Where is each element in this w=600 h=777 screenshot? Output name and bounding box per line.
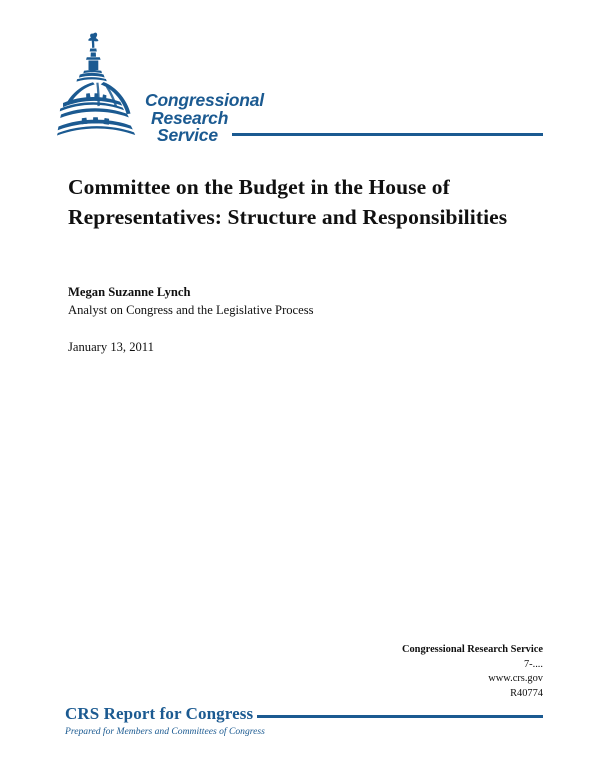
colophon-website[interactable]: www.crs.gov (488, 673, 543, 684)
wordmark-line-research: Research (151, 107, 229, 128)
report-banner (65, 704, 543, 744)
author-name: Megan Suzanne Lynch (68, 285, 191, 299)
publication-date: January 13, 2011 (68, 340, 154, 354)
page-title: Committee on the Budget in the House of Representatives: Structure and Responsibilities (68, 175, 508, 229)
masthead-divider (232, 133, 543, 136)
colophon (283, 643, 543, 701)
author-role: Analyst on Congress and the Legislative Process (68, 303, 314, 317)
byline (68, 284, 508, 319)
masthead (57, 30, 543, 145)
colophon-organization: Congressional Research Service (401, 644, 543, 655)
banner-divider (257, 715, 543, 718)
crs-wordmark (145, 92, 295, 145)
banner-subtitle: Prepared for Members and Committees of Congress (65, 726, 265, 737)
wordmark-line-service: Service (157, 125, 218, 145)
colophon-phone: 7-.... (523, 658, 543, 670)
colophon-report-number: R40774 (510, 687, 543, 699)
banner-title: CRS Report for Congress (65, 704, 254, 723)
wordmark-line-congressional: Congressional (145, 90, 264, 110)
